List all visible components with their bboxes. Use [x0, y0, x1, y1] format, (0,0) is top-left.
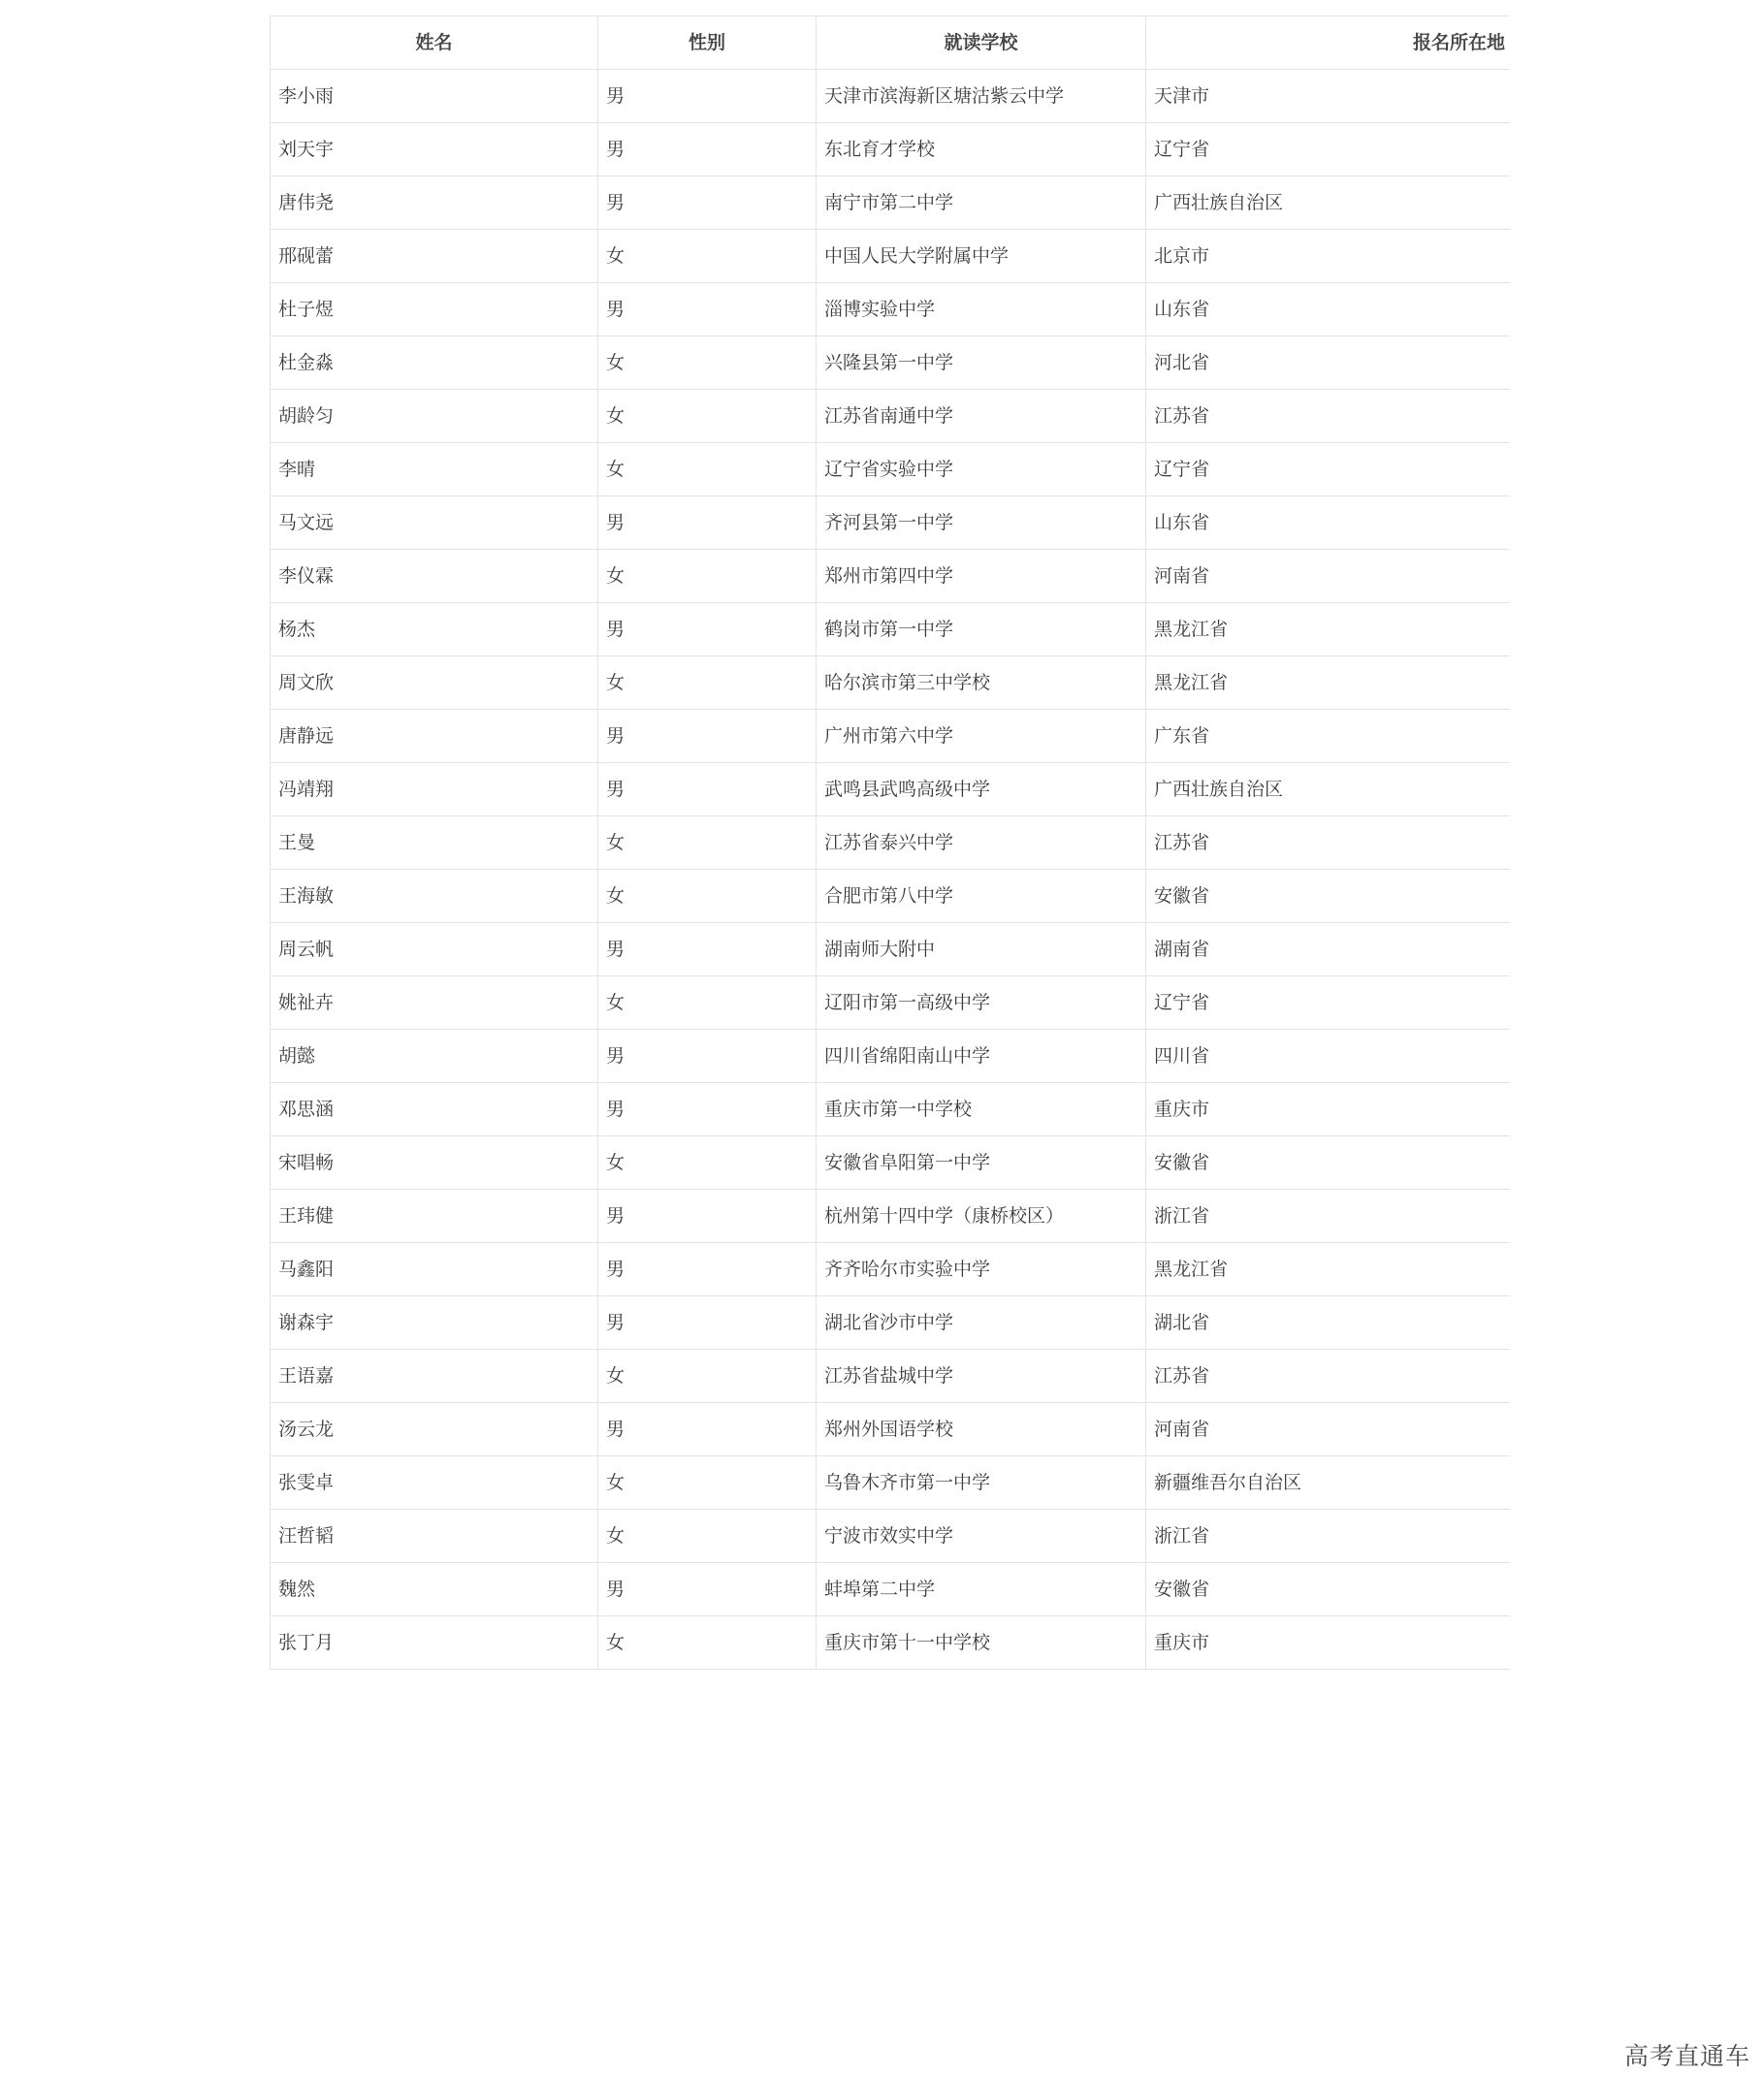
table-row	[271, 1296, 1511, 1350]
cell-region: 天津市	[1146, 70, 1511, 123]
cell-gender: 女	[598, 1456, 817, 1510]
table-row	[271, 123, 1511, 176]
cell-name: 马鑫阳	[271, 1243, 598, 1296]
cell-school: 天津市滨海新区塘沽紫云中学	[817, 70, 1146, 123]
cell-region: 重庆市	[1146, 1083, 1511, 1136]
cell-school: 武鸣县武鸣高级中学	[817, 763, 1146, 816]
cell-name: 杜金淼	[271, 336, 598, 390]
cell-region: 江苏省	[1146, 390, 1511, 443]
cell-name: 唐伟尧	[271, 176, 598, 230]
cell-gender: 男	[598, 496, 817, 550]
cell-region: 河南省	[1146, 550, 1511, 603]
cell-name: 杨杰	[271, 603, 598, 656]
table-row	[271, 176, 1511, 230]
cell-gender: 男	[598, 1296, 817, 1350]
cell-gender: 女	[598, 1350, 817, 1403]
cell-name: 王曼	[271, 816, 598, 870]
cell-school: 湖南师大附中	[817, 923, 1146, 976]
cell-region: 河北省	[1146, 336, 1511, 390]
cell-region: 江苏省	[1146, 816, 1511, 870]
cell-gender: 女	[598, 550, 817, 603]
cell-gender: 男	[598, 923, 817, 976]
cell-school: 辽阳市第一高级中学	[817, 976, 1146, 1030]
watermark-text: 高考直通车	[1623, 2042, 1750, 2070]
table-row	[271, 763, 1511, 816]
cell-name: 张雯卓	[271, 1456, 598, 1510]
cell-school: 重庆市第十一中学校	[817, 1616, 1146, 1670]
cell-gender: 女	[598, 230, 817, 283]
table-row	[271, 1136, 1511, 1190]
table-body	[271, 70, 1511, 1670]
cell-gender: 女	[598, 976, 817, 1030]
cell-region: 北京市	[1146, 230, 1511, 283]
cell-gender: 男	[598, 1190, 817, 1243]
table-row	[271, 1083, 1511, 1136]
table-row	[271, 1243, 1511, 1296]
cell-gender: 男	[598, 123, 817, 176]
cell-name: 谢森宇	[271, 1296, 598, 1350]
cell-region: 湖南省	[1146, 923, 1511, 976]
cell-school: 江苏省南通中学	[817, 390, 1146, 443]
cell-region: 黑龙江省	[1146, 603, 1511, 656]
cell-region: 广东省	[1146, 710, 1511, 763]
table-row	[271, 550, 1511, 603]
cell-name: 王玮健	[271, 1190, 598, 1243]
cell-region: 湖北省	[1146, 1296, 1511, 1350]
cell-school: 东北育才学校	[817, 123, 1146, 176]
cell-school: 广州市第六中学	[817, 710, 1146, 763]
table-row	[271, 496, 1511, 550]
cell-gender: 女	[598, 870, 817, 923]
cell-school: 乌鲁木齐市第一中学	[817, 1456, 1146, 1510]
cell-school: 哈尔滨市第三中学校	[817, 656, 1146, 710]
cell-name: 汤云龙	[271, 1403, 598, 1456]
table-row	[271, 976, 1511, 1030]
table-row	[271, 923, 1511, 976]
cell-name: 周文欣	[271, 656, 598, 710]
table-row	[271, 710, 1511, 763]
cell-region: 河南省	[1146, 1403, 1511, 1456]
cell-gender: 男	[598, 1563, 817, 1616]
table-row	[271, 1350, 1511, 1403]
cell-region: 山东省	[1146, 496, 1511, 550]
cell-gender: 男	[598, 1083, 817, 1136]
cell-school: 齐齐哈尔市实验中学	[817, 1243, 1146, 1296]
header-region: 报名所在地	[1146, 16, 1511, 70]
cell-gender: 男	[598, 1403, 817, 1456]
cell-school: 四川省绵阳南山中学	[817, 1030, 1146, 1083]
cell-region: 山东省	[1146, 283, 1511, 336]
cell-name: 杜子煜	[271, 283, 598, 336]
cell-name: 宋唱畅	[271, 1136, 598, 1190]
header-name: 姓名	[271, 16, 598, 70]
cell-gender: 男	[598, 710, 817, 763]
table-row	[271, 443, 1511, 496]
roster-table	[270, 16, 1510, 1670]
table-header	[271, 16, 1511, 70]
cell-name: 邢砚蕾	[271, 230, 598, 283]
table-row	[271, 283, 1511, 336]
cell-school: 兴隆县第一中学	[817, 336, 1146, 390]
cell-name: 李晴	[271, 443, 598, 496]
cell-name: 王海敏	[271, 870, 598, 923]
cell-region: 辽宁省	[1146, 443, 1511, 496]
cell-school: 蚌埠第二中学	[817, 1563, 1146, 1616]
cell-region: 广西壮族自治区	[1146, 176, 1511, 230]
table-row	[271, 1510, 1511, 1563]
cell-region: 新疆维吾尔自治区	[1146, 1456, 1511, 1510]
cell-name: 马文远	[271, 496, 598, 550]
cell-school: 齐河县第一中学	[817, 496, 1146, 550]
cell-school: 杭州第十四中学（康桥校区）	[817, 1190, 1146, 1243]
cell-school: 安徽省阜阳第一中学	[817, 1136, 1146, 1190]
cell-name: 周云帆	[271, 923, 598, 976]
cell-region: 安徽省	[1146, 1563, 1511, 1616]
cell-name: 邓思涵	[271, 1083, 598, 1136]
cell-gender: 女	[598, 1510, 817, 1563]
cell-name: 胡懿	[271, 1030, 598, 1083]
cell-gender: 女	[598, 390, 817, 443]
cell-school: 合肥市第八中学	[817, 870, 1146, 923]
cell-school: 江苏省泰兴中学	[817, 816, 1146, 870]
cell-name: 李仪霖	[271, 550, 598, 603]
cell-gender: 男	[598, 603, 817, 656]
table-row	[271, 1403, 1511, 1456]
cell-name: 冯靖翔	[271, 763, 598, 816]
cell-region: 安徽省	[1146, 1136, 1511, 1190]
cell-gender: 男	[598, 70, 817, 123]
table-row	[271, 1563, 1511, 1616]
cell-region: 浙江省	[1146, 1510, 1511, 1563]
cell-gender: 女	[598, 443, 817, 496]
cell-school: 淄博实验中学	[817, 283, 1146, 336]
cell-name: 胡龄匀	[271, 390, 598, 443]
cell-school: 江苏省盐城中学	[817, 1350, 1146, 1403]
cell-gender: 男	[598, 176, 817, 230]
roster-table-container	[270, 16, 1510, 1670]
cell-school: 重庆市第一中学校	[817, 1083, 1146, 1136]
cell-school: 中国人民大学附属中学	[817, 230, 1146, 283]
cell-name: 张丁月	[271, 1616, 598, 1670]
table-row	[271, 1030, 1511, 1083]
cell-gender: 男	[598, 1030, 817, 1083]
cell-name: 唐静远	[271, 710, 598, 763]
cell-school: 郑州外国语学校	[817, 1403, 1146, 1456]
cell-name: 刘天宇	[271, 123, 598, 176]
table-row	[271, 390, 1511, 443]
cell-school: 辽宁省实验中学	[817, 443, 1146, 496]
cell-region: 广西壮族自治区	[1146, 763, 1511, 816]
cell-region: 浙江省	[1146, 1190, 1511, 1243]
table-row	[271, 603, 1511, 656]
cell-gender: 女	[598, 1616, 817, 1670]
cell-name: 王语嘉	[271, 1350, 598, 1403]
table-row	[271, 656, 1511, 710]
header-row	[271, 16, 1511, 70]
table-row	[271, 1190, 1511, 1243]
cell-school: 鹤岗市第一中学	[817, 603, 1146, 656]
cell-school: 湖北省沙市中学	[817, 1296, 1146, 1350]
cell-name: 姚祉卉	[271, 976, 598, 1030]
header-school: 就读学校	[817, 16, 1146, 70]
table-row	[271, 70, 1511, 123]
cell-gender: 男	[598, 763, 817, 816]
cell-gender: 女	[598, 1136, 817, 1190]
cell-region: 江苏省	[1146, 1350, 1511, 1403]
table-row	[271, 870, 1511, 923]
cell-region: 四川省	[1146, 1030, 1511, 1083]
cell-region: 重庆市	[1146, 1616, 1511, 1670]
table-row	[271, 230, 1511, 283]
cell-gender: 女	[598, 816, 817, 870]
cell-name: 李小雨	[271, 70, 598, 123]
cell-gender: 女	[598, 336, 817, 390]
cell-region: 黑龙江省	[1146, 1243, 1511, 1296]
cell-school: 南宁市第二中学	[817, 176, 1146, 230]
table-row	[271, 1456, 1511, 1510]
cell-gender: 女	[598, 656, 817, 710]
table-row	[271, 336, 1511, 390]
cell-region: 辽宁省	[1146, 976, 1511, 1030]
cell-gender: 男	[598, 283, 817, 336]
cell-region: 黑龙江省	[1146, 656, 1511, 710]
header-gender: 性别	[598, 16, 817, 70]
cell-region: 辽宁省	[1146, 123, 1511, 176]
cell-name: 汪哲韬	[271, 1510, 598, 1563]
table-row	[271, 816, 1511, 870]
cell-school: 宁波市效实中学	[817, 1510, 1146, 1563]
cell-gender: 男	[598, 1243, 817, 1296]
cell-region: 安徽省	[1146, 870, 1511, 923]
cell-school: 郑州市第四中学	[817, 550, 1146, 603]
cell-name: 魏然	[271, 1563, 598, 1616]
table-row	[271, 1616, 1511, 1670]
